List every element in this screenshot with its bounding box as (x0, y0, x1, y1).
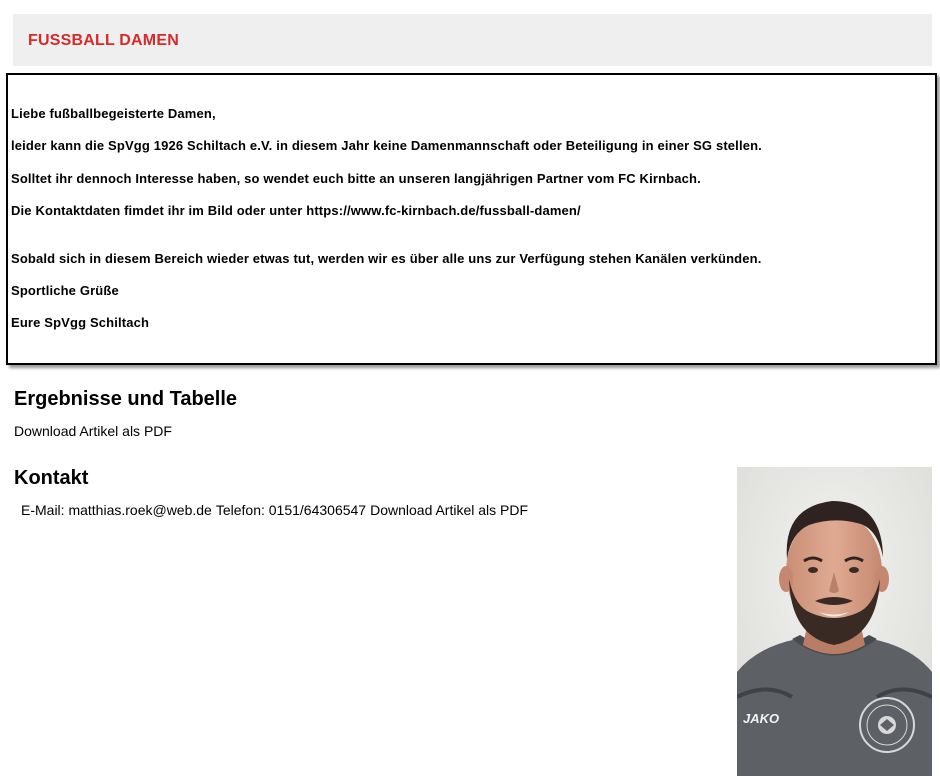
contact-photo (737, 467, 932, 776)
notice-line: leider kann die SpVgg 1926 Schiltach e.V. in diesem Jahr keine Damenmannschaft oder Beteiligung in einer SG stellen. (11, 138, 762, 153)
notice-line: Solltet ihr dennoch Interesse haben, so wendet euch bitte an unseren langjährigen Partner vom FC Kirnbach. (11, 171, 701, 186)
shirt-brand-logo: JAKO (743, 711, 780, 726)
results-heading: Ergebnisse und Tabelle (14, 388, 238, 410)
contact-photo-illustration (737, 467, 932, 776)
notice-closing: Sportliche Grüße (11, 283, 119, 298)
contact-download-pdf-link[interactable]: Download Artikel als PDF (370, 502, 529, 518)
notice-line: Die Kontaktdaten fimdet ihr im Bild oder unter https://www.fc-kirnbach.de/fussball-damen/ (11, 203, 581, 218)
notice-signature: Eure SpVgg Schiltach (11, 315, 150, 330)
contact-email[interactable]: E-Mail: matthias.roek@web.de (21, 502, 212, 518)
notice-line: Sobald sich in diesem Bereich wieder etwas tut, werden wir es über alle uns zur Verfügung stehen Kanälen verkünden. (11, 251, 762, 266)
notice-greeting: Liebe fußballbegeisterte Damen, (11, 106, 216, 121)
contact-heading: Kontakt (14, 467, 89, 489)
notice-box (6, 73, 937, 365)
results-download-pdf-link[interactable]: Download Artikel als PDF (14, 423, 172, 439)
page-header (13, 14, 932, 66)
contact-phone: Telefon: 0151/64306547 (215, 502, 367, 518)
page-title: FUSSBALL DAMEN (28, 32, 179, 49)
contact-info (21, 502, 528, 518)
